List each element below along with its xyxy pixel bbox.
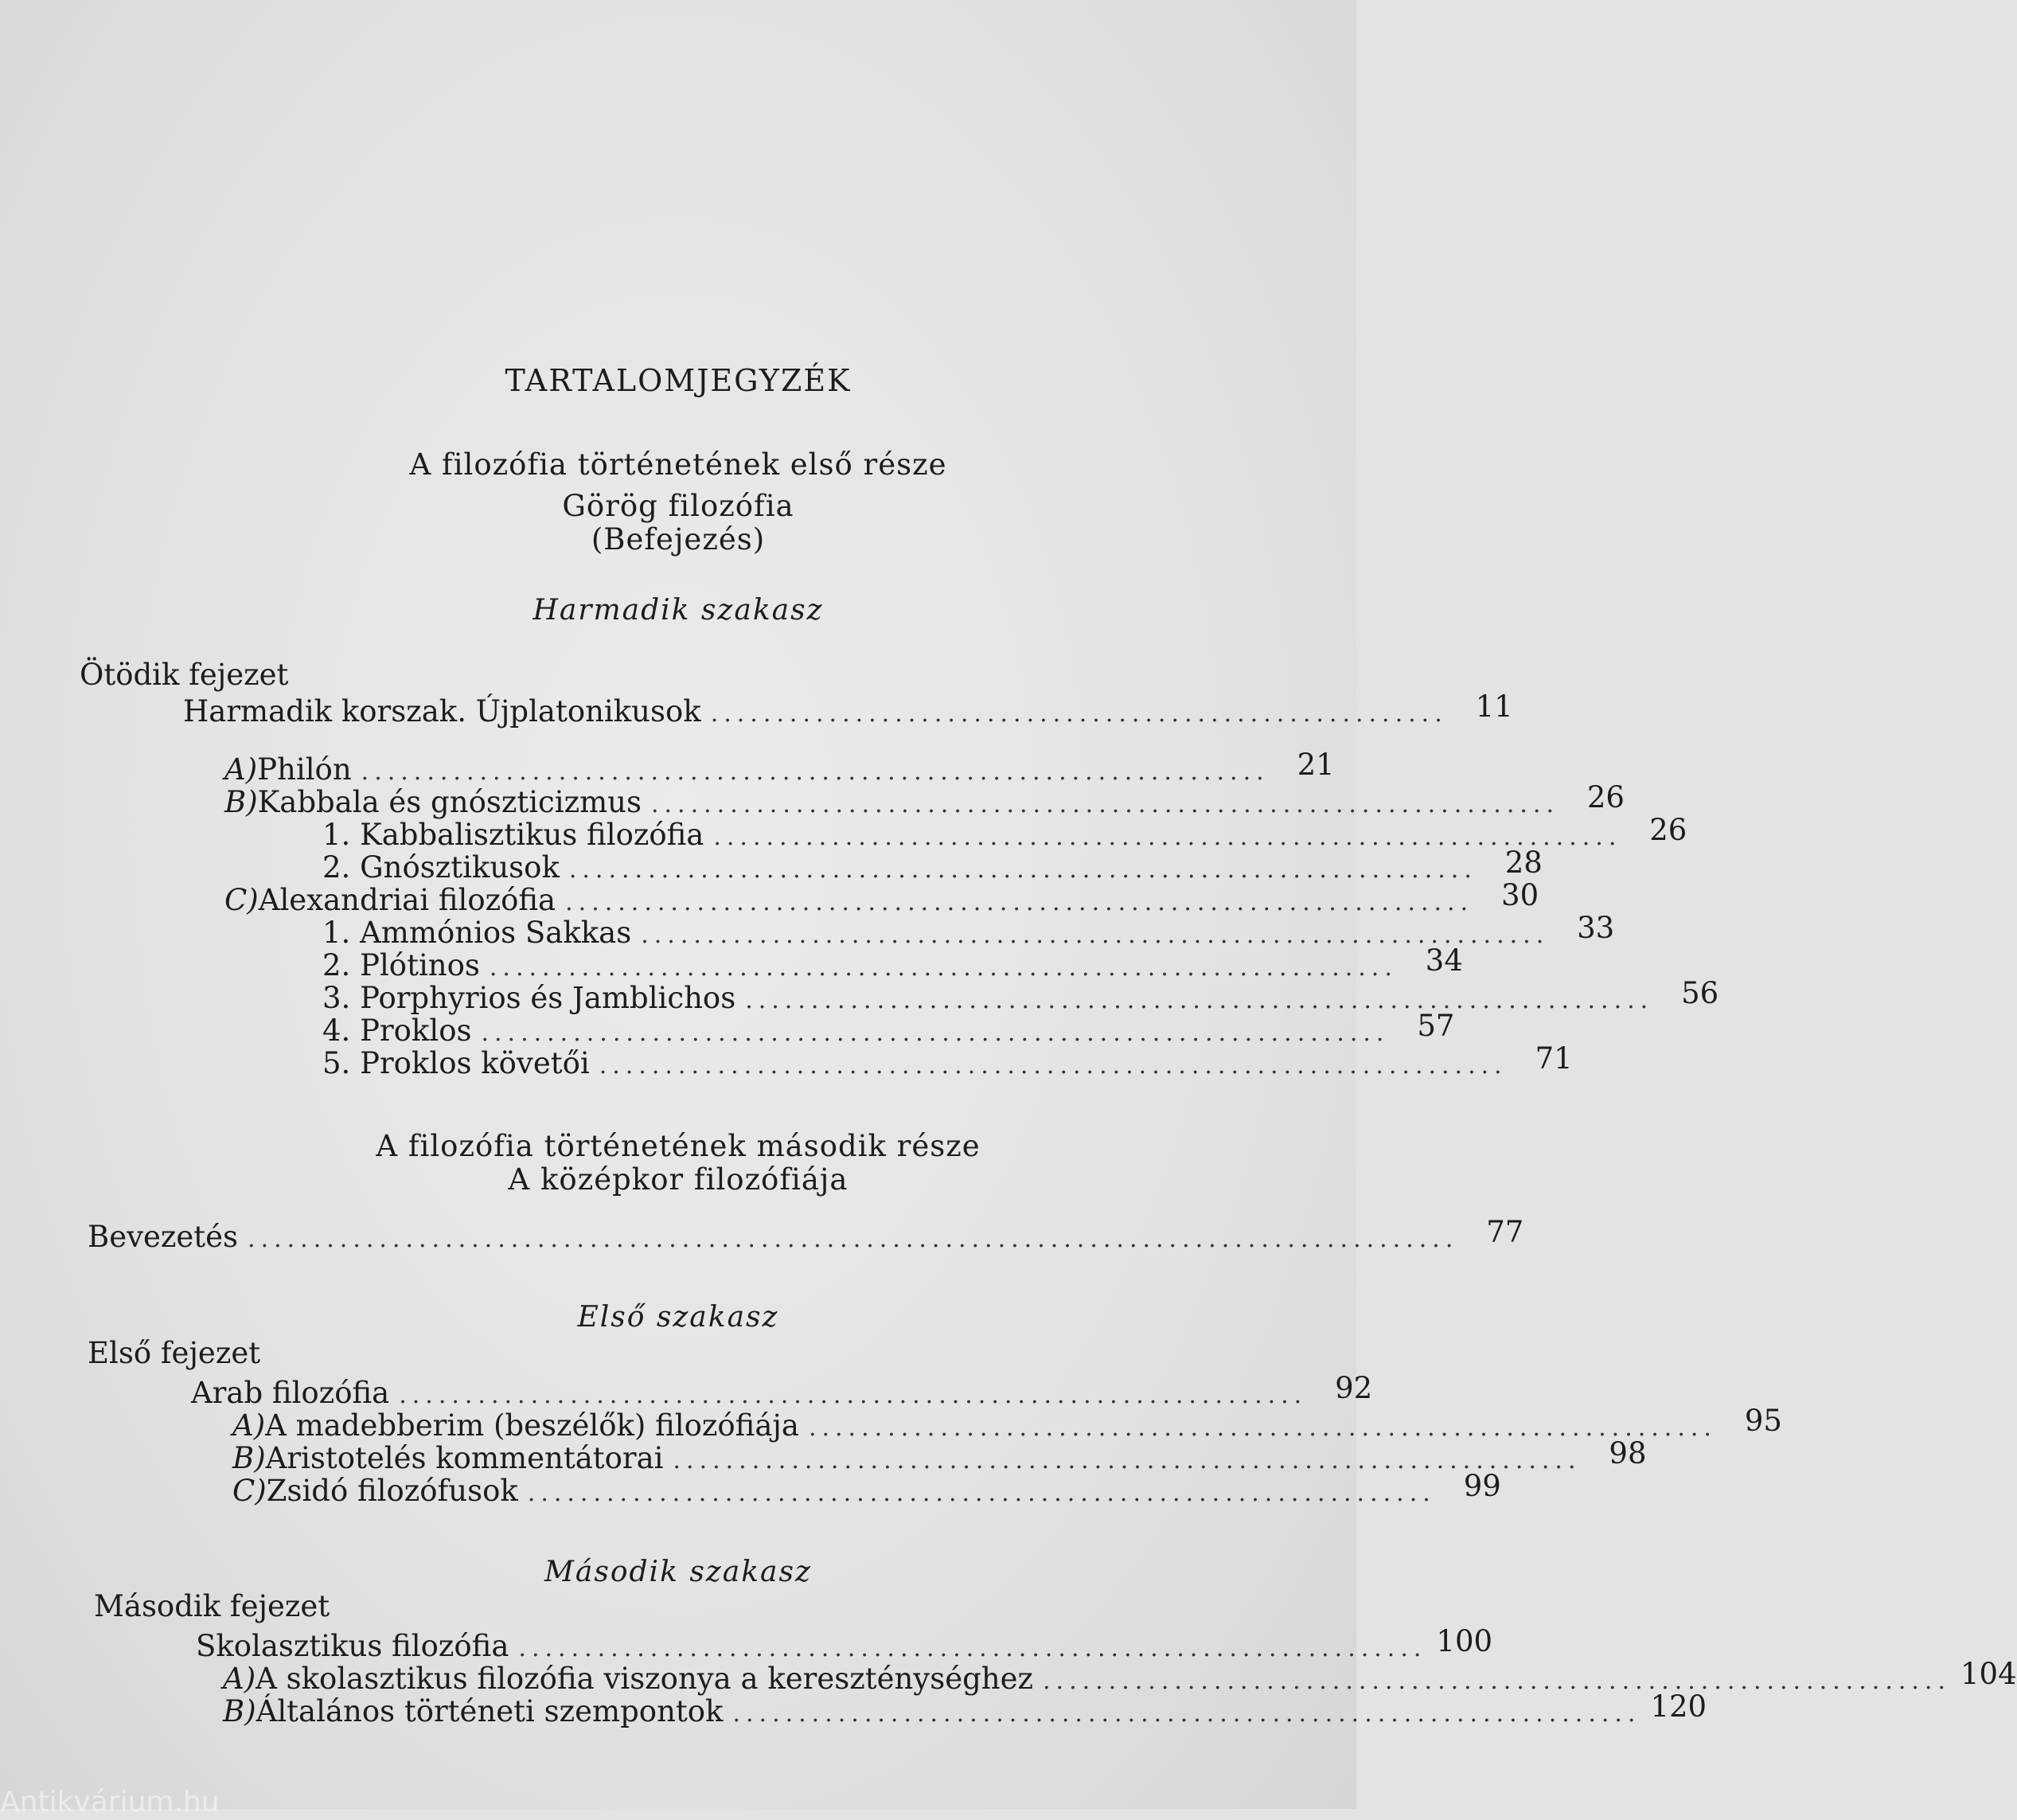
dot-leader: .....................................................................	[1043, 1667, 1951, 1695]
entry-label: Skolasztikus filozófia	[196, 1629, 509, 1663]
toc-entry	[232, 1469, 1501, 1509]
entry-page: 99	[1463, 1469, 1501, 1503]
entry-page: 57	[1417, 1009, 1455, 1043]
entry-label: Philón	[257, 752, 352, 787]
dot-leader: .....................................................................	[732, 1700, 1641, 1728]
part1-subtitle: Görög filozófia	[562, 489, 794, 523]
toc-entry	[224, 780, 1625, 820]
entry-label: Proklos követői	[360, 1046, 590, 1080]
dot-leader: .....................................................................	[808, 1414, 1717, 1442]
entry-mark: 3.	[322, 981, 351, 1015]
part2-title: A filozófia történetének második része	[376, 1129, 981, 1163]
entry-label: Zsidó filozófusok	[266, 1474, 518, 1508]
entry-label: Alexandriai filozófia	[258, 883, 556, 917]
part2-chapter1: Első fejezet	[88, 1336, 261, 1370]
toc-entry	[322, 911, 1615, 951]
entry-label: A skolasztikus filozófia viszonya a kereszténységhez	[256, 1662, 1033, 1696]
toc-entry	[224, 748, 1335, 787]
entry-page: 30	[1501, 878, 1539, 912]
dot-leader: .....................................................................	[489, 954, 1398, 982]
entry-label: Aristotelés kommentátorai	[265, 1441, 664, 1475]
entry-page: 120	[1650, 1689, 1707, 1724]
dot-leader: ............................................................................................	[248, 1225, 1459, 1253]
dot-leader: .....................................................................	[565, 889, 1474, 916]
part2-subtitle: A középkor filozófiája	[508, 1162, 849, 1197]
part2-section2: Második szakasz	[544, 1556, 812, 1588]
entry-mark: C)	[232, 1474, 267, 1508]
dot-leader: .....................................................................	[481, 1019, 1390, 1047]
entry-mark: 1.	[322, 818, 351, 852]
dot-leader: .....................................................................	[650, 791, 1559, 818]
dot-leader: .....................................................................	[673, 1447, 1582, 1474]
entry-label: Gnósztikusok	[360, 850, 560, 885]
entry-page: 92	[1335, 1371, 1373, 1405]
dot-leader: ........................................................	[710, 700, 1448, 728]
entry-label: Ammónios Sakkas	[360, 916, 632, 950]
entry-mark: 4.	[322, 1013, 351, 1048]
entry-label: Kabbalisztikus filozófia	[360, 818, 704, 852]
entry-page: 95	[1744, 1404, 1782, 1438]
part2-chapter2: Második fejezet	[94, 1589, 330, 1623]
entry-page: 28	[1504, 846, 1543, 880]
entry-page: 26	[1586, 780, 1625, 814]
part1-chapter: Ötödik fejezet	[80, 658, 289, 692]
dot-leader: .....................................................................	[361, 758, 1270, 786]
entry-mark: C)	[224, 883, 259, 917]
toc-entry	[322, 976, 1719, 1016]
entry-page: 21	[1297, 748, 1335, 782]
dot-leader: .....................................................................	[745, 986, 1654, 1014]
toc-entry	[191, 1371, 1373, 1411]
toc-entry	[322, 813, 1687, 853]
toc-entry	[322, 1009, 1455, 1049]
entry-mark: A)	[223, 1662, 256, 1696]
entry-page: 33	[1577, 911, 1615, 945]
part1-note: (Befejezés)	[591, 522, 766, 557]
entry-page: 71	[1535, 1041, 1573, 1076]
entry-label: A madebberim (beszélők) filozófiája	[265, 1408, 799, 1443]
entry-page: 11	[1475, 689, 1513, 724]
part1-title: A filozófia történetének első része	[409, 447, 947, 482]
dot-leader: .....................................................................	[599, 1052, 1508, 1080]
entry-label: Bevezetés	[88, 1220, 239, 1254]
entry-mark: 2.	[322, 948, 351, 982]
dot-leader: .....................................................................	[713, 823, 1622, 851]
dot-leader: .....................................................................	[568, 856, 1477, 884]
entry-mark: A)	[224, 752, 258, 787]
entry-page: 77	[1486, 1215, 1524, 1249]
entry-page: 100	[1436, 1624, 1493, 1658]
entry-mark: B)	[224, 785, 258, 819]
toc-entry	[322, 943, 1463, 983]
entry-mark: A)	[232, 1408, 266, 1443]
entry-label: Általános történeti szempontok	[256, 1694, 724, 1728]
entry-label: Kabbala és gnószticizmus	[257, 785, 642, 819]
entry-label: Arab filozófia	[191, 1376, 390, 1410]
part2-section1: Első szakasz	[577, 1301, 779, 1334]
entry-page: 98	[1609, 1436, 1647, 1470]
dot-leader: .....................................................................	[641, 921, 1550, 949]
entry-label: Porphyrios és Jamblichos	[360, 981, 736, 1015]
entry-mark: 2.	[322, 850, 351, 885]
toc-entry	[224, 878, 1539, 918]
toc-entry	[232, 1436, 1647, 1476]
entry-label: Plótinos	[360, 948, 480, 982]
dot-leader: .....................................................................	[527, 1479, 1436, 1507]
toc-entry	[322, 846, 1543, 885]
entry-mark: 5.	[322, 1046, 351, 1080]
toc-entry	[183, 689, 1513, 729]
entry-mark: 1.	[322, 916, 351, 950]
toc-entry	[196, 1624, 1493, 1664]
toc-entry	[223, 1689, 1707, 1729]
entry-label: Proklos	[360, 1013, 472, 1048]
part1-section: Harmadik szakasz	[533, 594, 824, 627]
toc-entry	[232, 1404, 1782, 1443]
entry-mark: B)	[232, 1441, 266, 1475]
entry-page: 26	[1649, 813, 1687, 847]
dot-leader: .....................................................................	[399, 1381, 1308, 1409]
toc-title: TARTALOMJEGYZÉK	[505, 363, 852, 398]
entry-label: Harmadik korszak. Újplatonikusok	[183, 694, 701, 728]
entry-page: 56	[1681, 976, 1719, 1010]
entry-mark: B)	[223, 1694, 256, 1728]
watermark: Antikvárium.hu	[0, 1786, 220, 1818]
entry-page: 104	[1960, 1657, 2017, 1691]
entry-page: 34	[1425, 943, 1463, 978]
toc-entry	[88, 1215, 1524, 1255]
toc-entry	[322, 1041, 1573, 1081]
dot-leader: .....................................................................	[518, 1634, 1427, 1662]
toc-entry	[223, 1657, 2017, 1697]
